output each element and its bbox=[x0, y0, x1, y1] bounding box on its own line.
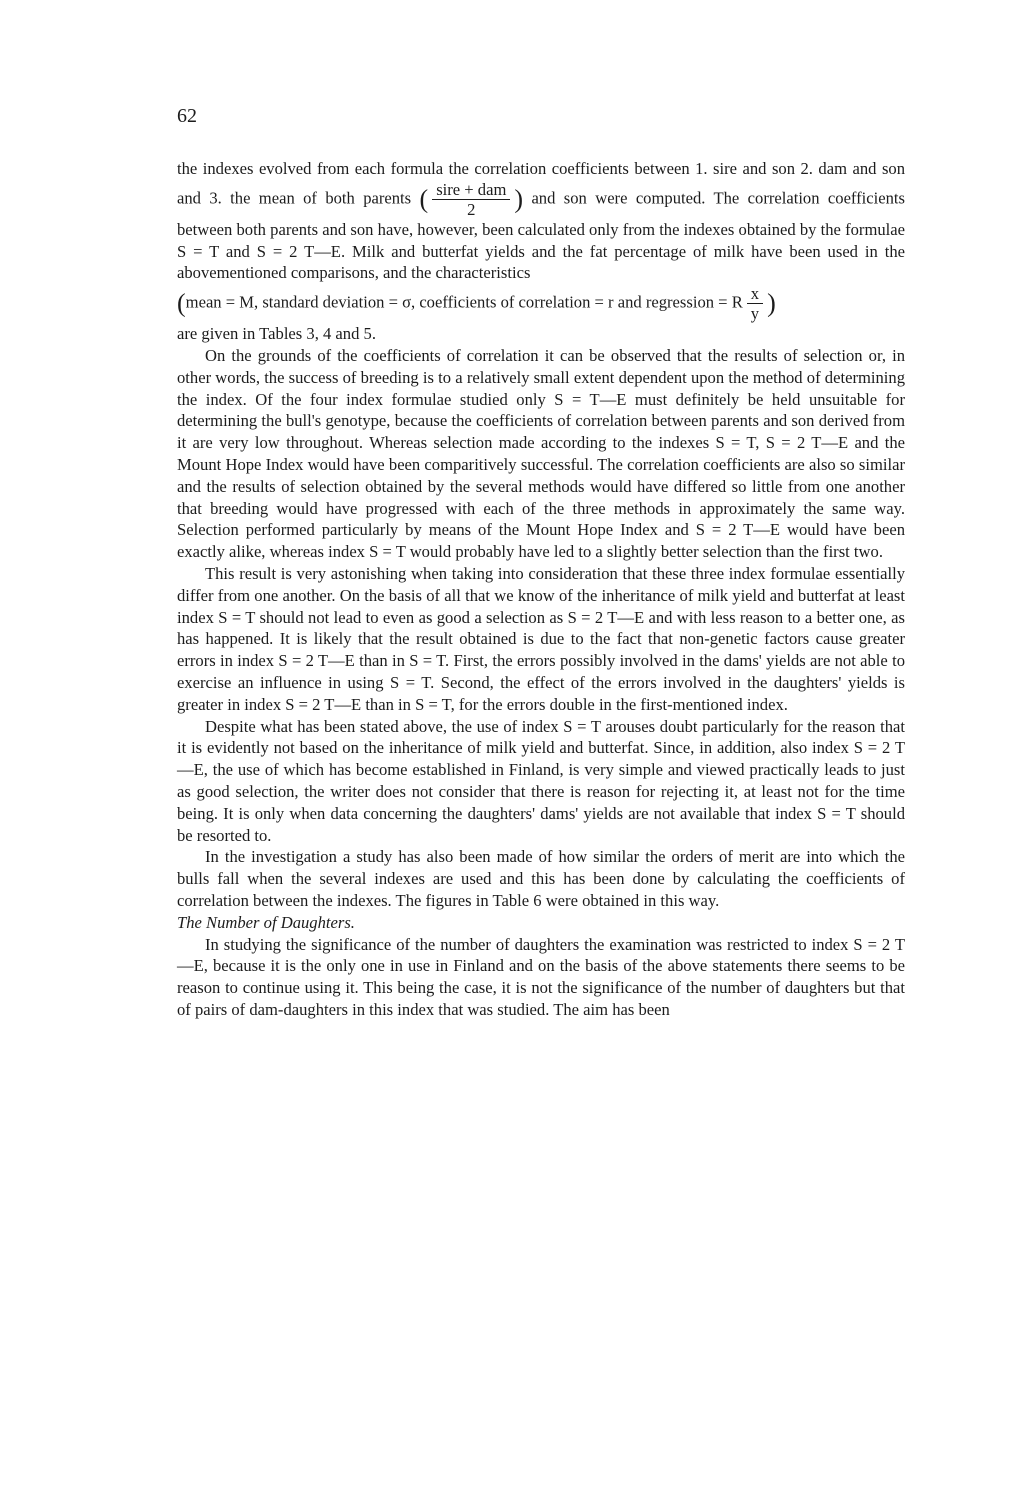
body-text bbox=[177, 158, 905, 1021]
page-number: 62 bbox=[177, 105, 197, 127]
paragraph-3: This result is very astonishing when taking into consideration that these three index formulae essentially differ from one another. On the basis of all that we know of the inheritance of milk yield and butterfat at least index S = T should not lead to even as good a selection as S = 2 T—E and with less reason to a better one, as has happened. It is likely that the result obtained is due to the fact that non-genetic factors cause greater errors in index S = 2 T—E than in S = T. First, the errors possibly involved in the dams' yields are not able to exercise an influence in using S = T. Second, the effect of the errors involved in the daughters' yields is greater in index S = 2 T—E than in S = T, for the errors double in the first-mentioned index. bbox=[177, 563, 905, 714]
paragraph-5: In the investigation a study has also been made of how similar the orders of merit are into which the bulls fall when the several indexes are used and this has been done by calculating the coefficients of correlation between the indexes. The figures in Table 6 were obtained in this way. bbox=[177, 847, 905, 910]
paragraph-1-part-a: the indexes evolved from each formula the correlation coefficients between 1. sire and son 2. dam and son and 3. the mean of both parents bbox=[177, 159, 905, 208]
regression-denominator: y bbox=[750, 304, 760, 324]
regression-numerator: x bbox=[747, 284, 763, 304]
paragraph-1: the indexes evolved from each formula the correlation coefficients between 1. sire and son 2. dam and son and 3. the mean of both parents ( $\frac{\text{sire + dam}}{2}$ ) and son were computed. The correlation coefficients between both parents and son have, however, been calculated only from the indexes obtained by the formulae S = T and S = 2 T—E. Milk and butterfat yields and the fat percentage of milk have been used in the abovementioned comparisons, and the characteristics bbox=[177, 159, 906, 283]
fraction-numerator: sire + dam bbox=[432, 180, 510, 200]
paragraph-4: Despite what has been stated above, the use of index S = T arouses doubt particularly for the reason that it is evidently not based on the inheritance of milk yield and butterfat. Since, in addition, also index S = 2 T—E, the use of which has become established in Finland, is very simple and viewed practically leads to just as good selection, the writer does not consider that there is reason for rejecting it, at least not for the time being. It is only when data concerning the daughters' dams' yields are not available that index S = T should be resorted to. bbox=[177, 716, 905, 845]
section-heading: The Number of Daughters. bbox=[177, 912, 355, 932]
mean-parents-fraction bbox=[432, 180, 510, 219]
paragraph-1-part-b: and son were computed. The correlation coefficients between both parents and son have, however, been calculated only from the indexes obtained by the formulae S = T and S = 2 T—E. Milk and butterfat yields and the fat percentage of milk have been used in the abovementioned comparisons, and the characteristics bbox=[177, 188, 906, 283]
paragraph-2: On the grounds of the coefficients of correlation it can be observed that the results of selection or, in other words, the success of breeding is to a relatively small extent dependent upon the method of determining the index. Of the four index formulae studied only S = T—E must definitely be held unsuitable for determining the bull's genotype, because the coefficients of correlation between parents and son derived from it are very low throughout. Whereas selection made according to the indexes S = T, S = 2 T—E and the Mount Hope Index would have been comparitively successful. The correlation coefficients are also so similar and the results of selection obtained by the several methods would have differed so little from one another that breeding would have progressed with each of the three methods in approximately the same way. Selection performed particularly by means of the Mount Hope Index and S = 2 T—E would have been exactly alike, whereas index S = T would probably have led to a slightly better selection than the first two. bbox=[177, 345, 905, 562]
characteristics-formula: (mean = M, standard deviation = σ, coefficients of correlation = r and regression = R $\frac{x}{y}$ ) bbox=[177, 284, 776, 324]
fraction-denominator: 2 bbox=[467, 199, 476, 219]
regression-fraction bbox=[747, 284, 763, 323]
paragraph-1-part-c: are given in Tables 3, 4 and 5. bbox=[177, 324, 376, 344]
paragraph-6: In studying the significance of the number of daughters the examination was restricted to index S = 2 T—E, because it is the only one in use in Finland and on the basis of the above statements there seems to be reason to continue using it. This being the case, it is not the significance of the number of daughters but that of pairs of dam-daughters in this index that was studied. The aim has been bbox=[177, 934, 905, 1019]
characteristics-formula-text: mean = M, standard deviation = σ, coefficients of correlation = r and regression = R bbox=[185, 292, 743, 312]
